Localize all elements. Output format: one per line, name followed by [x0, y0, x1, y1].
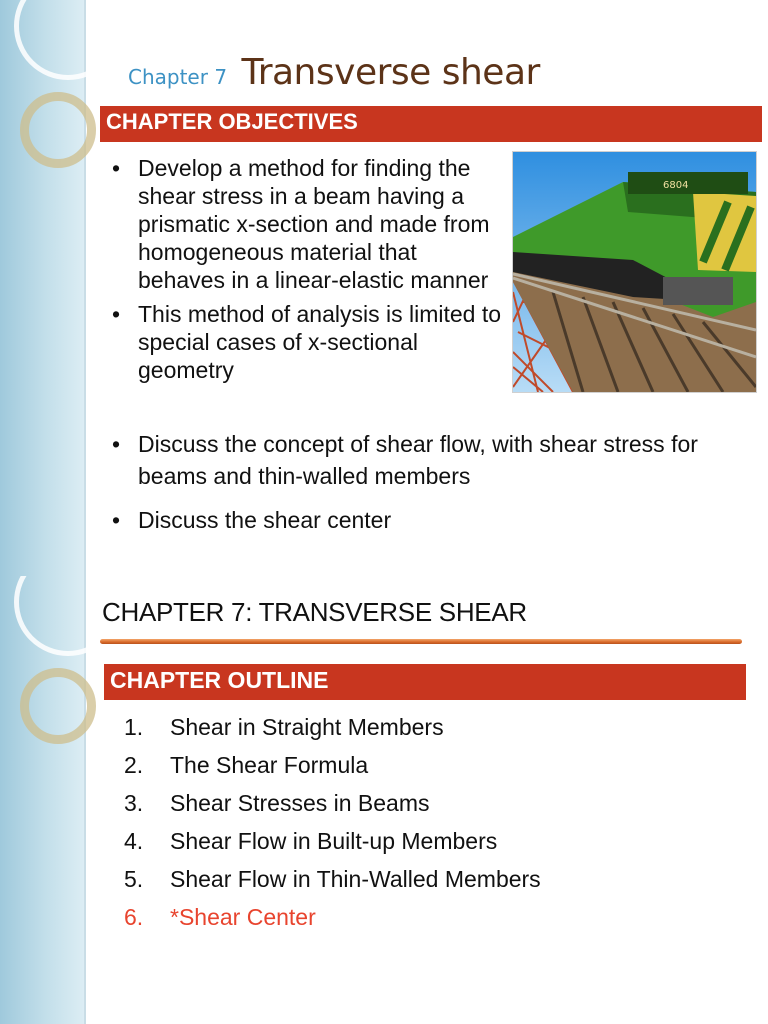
bullet-dot-icon: •	[112, 507, 121, 533]
chapter-title: Transverse shear	[241, 52, 540, 93]
outline-text: The Shear Formula	[170, 752, 369, 778]
bullet-dot-icon: •	[112, 431, 121, 457]
side-band-edge	[84, 0, 86, 576]
outline-item	[124, 822, 541, 860]
outline-item	[124, 708, 541, 746]
objectives-list-bottom	[108, 428, 758, 548]
slide-outline	[0, 576, 768, 1024]
objective-text: Discuss the shear center	[138, 507, 392, 533]
outline-number: 2.	[124, 752, 144, 778]
objective-item	[108, 506, 758, 534]
outline-text: Shear in Straight Members	[170, 714, 444, 740]
outline-header: CHAPTER OUTLINE	[104, 664, 746, 700]
slide-title	[128, 52, 540, 93]
outline-text: *Shear Center	[170, 904, 316, 930]
objective-text: This method of analysis is limited to special cases of x-sectional geometry	[138, 301, 502, 383]
outline-text: Shear Flow in Thin-Walled Members	[170, 866, 541, 892]
bullet-dot-icon: •	[112, 155, 121, 181]
heading-underline	[100, 639, 742, 644]
outline-item	[124, 746, 541, 784]
objective-item	[108, 300, 508, 384]
outline-text: Shear Stresses in Beams	[170, 790, 430, 816]
locomotive-photo	[513, 152, 756, 392]
outline-item	[124, 784, 541, 822]
objectives-header: CHAPTER OBJECTIVES	[100, 106, 762, 142]
objectives-list-top	[108, 154, 508, 390]
outline-item-highlighted	[124, 898, 541, 936]
objective-item	[108, 428, 758, 492]
objective-text: Develop a method for finding the shear stress in a beam having a prismatic x-section and made from homogeneous material that behaves in a linear-elastic manner	[138, 155, 490, 293]
side-band	[0, 0, 84, 576]
outline-number: 1.	[124, 714, 144, 740]
ring-ornament-icon	[20, 668, 96, 744]
ring-ornament-icon	[20, 92, 96, 168]
bullet-dot-icon: •	[112, 301, 121, 327]
outline-number: 3.	[124, 790, 144, 816]
objective-text: Discuss the concept of shear flow, with shear stress for beams and thin-walled members	[138, 431, 698, 489]
outline-text: Shear Flow in Built-up Members	[170, 828, 498, 854]
outline-list	[124, 708, 541, 936]
outline-number: 4.	[124, 828, 144, 854]
outline-number: 5.	[124, 866, 144, 892]
outline-slide-heading: CHAPTER 7: TRANSVERSE SHEAR	[102, 597, 527, 627]
objective-item	[108, 154, 508, 294]
outline-number: 6.	[124, 904, 144, 930]
locomotive-number: 6804	[663, 180, 689, 191]
chapter-label: Chapter 7	[128, 65, 228, 89]
outline-item	[124, 860, 541, 898]
